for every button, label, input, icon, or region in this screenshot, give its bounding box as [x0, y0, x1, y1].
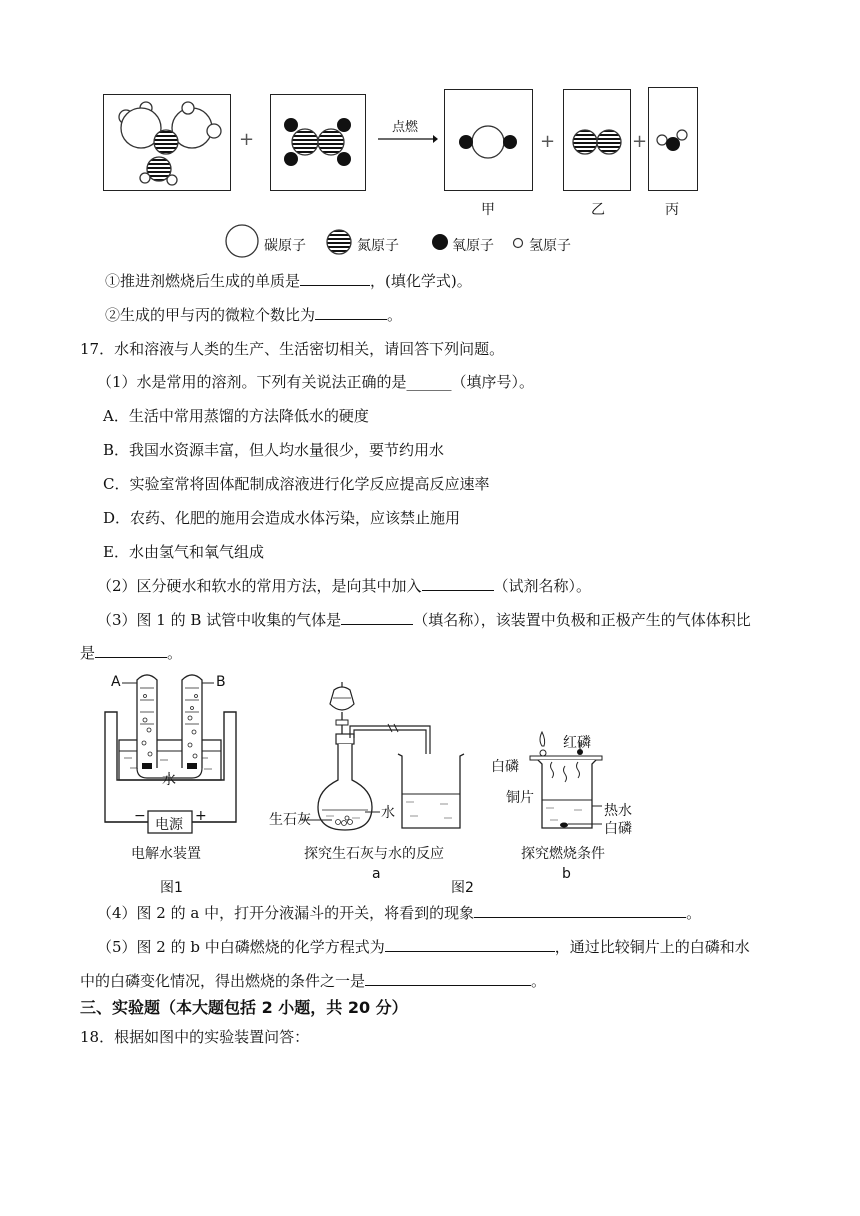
q17-part5-end: 。 [531, 972, 547, 990]
q17-part1: （1）水是常用的溶剂。下列有关说法正确的是______（填序号）。 [97, 373, 535, 391]
legend-hydrogen: 氢原子 [529, 238, 571, 254]
fig2b-caption: 探究燃烧条件 [521, 846, 605, 862]
fig2a-lime-label: 生石灰 [269, 812, 311, 828]
q17-part4-prefix: （4）图 2 的 a 中，打开分液漏斗的开关，将看到的现象 [97, 904, 475, 922]
product-label-bing: 丙 [665, 202, 679, 218]
fig1-plus-label: + [195, 808, 207, 824]
fig2b-copper-label: 铜片 [506, 790, 534, 806]
q17-part3-cont-text: 是 [80, 644, 96, 662]
q17-option-b: B．我国水资源丰富，但人均水量很少，要节约用水 [103, 441, 445, 459]
section-3-heading: 三、实验题（本大题包括 2 小题，共 20 分） [80, 998, 408, 1017]
q17-part3-end: 。 [167, 644, 183, 662]
product-molecule-yi [564, 90, 630, 190]
q16-sub1 [105, 271, 472, 291]
q18-stem: 18．根据如图中的实验装置问答： [80, 1028, 310, 1046]
fig1-minus-label: − [134, 808, 146, 824]
fig2b-white-p-bottom-label: 白磷 [604, 821, 632, 837]
q17-stem: 17．水和溶液与人类的生产、生活密切相关，请回答下列问题。 [80, 340, 505, 358]
q17-part2 [97, 576, 591, 596]
q16-sub2 [105, 305, 402, 325]
q17-part5-prefix: （5）图 2 的 b 中白磷燃烧的化学方程式为 [97, 938, 385, 956]
q17-part5-cont-text: 中的白磷变化情况，得出燃烧的条件之一是 [80, 972, 366, 990]
product-molecule-jia [445, 90, 532, 190]
oxygen-atom-icon [432, 234, 452, 254]
fig2b-sub-label: b [562, 866, 571, 882]
product-box-yi [563, 89, 631, 191]
q17-part4-suffix: 。 [686, 904, 702, 922]
fig2-number: 图2 [451, 880, 474, 896]
q17-part3-cont [80, 643, 182, 663]
answer-blank-7 [385, 937, 555, 952]
product-molecule-bing [649, 88, 697, 190]
q17-part3 [97, 610, 751, 630]
legend-nitrogen: 氮原子 [357, 238, 399, 254]
fig1-number: 图1 [160, 880, 183, 896]
answer-blank-3 [422, 576, 494, 591]
electrolysis-apparatus [100, 668, 250, 818]
reactant-box-2 [270, 94, 366, 191]
q17-part3-suffix: （填名称），该装置中负极和正极产生的气体体积比 [413, 611, 751, 629]
reactant-box-1 [103, 94, 231, 191]
q17-option-c: C．实验室常将固体配制成溶液进行化学反应提高反应速率 [103, 475, 490, 493]
legend-carbon: 碳原子 [264, 238, 306, 254]
q17-option-e: E．水由氢气和氧气组成 [103, 543, 264, 561]
fig2a-water-label: 水 [381, 805, 395, 821]
answer-blank-6 [474, 903, 686, 918]
reactant-molecule-2 [271, 95, 365, 190]
arrow-label: 点燃 [392, 120, 419, 135]
hydrogen-atom-icon [513, 238, 527, 252]
plus-sign-2: + [540, 131, 556, 152]
fig1-power-label: 电源 [155, 817, 183, 833]
plus-sign-1: + [239, 129, 255, 150]
q17-part5-suffix: ，通过比较铜片上的白磷和水 [554, 938, 750, 956]
fig1-label-b: B [216, 674, 226, 690]
q16-sub2-suffix: 。 [387, 306, 403, 324]
answer-blank-1 [300, 271, 370, 286]
plus-sign-3: + [632, 131, 648, 152]
q17-part3-prefix: （3）图 1 的 B 试管中收集的气体是 [97, 611, 342, 629]
q17-option-a: A．生活中常用蒸馏的方法降低水的硬度 [103, 407, 369, 425]
q17-part4 [97, 903, 701, 923]
legend-oxygen: 氧原子 [452, 238, 494, 254]
fig1-caption: 电解水装置 [131, 846, 201, 862]
q16-sub1-suffix: ，(填化学式)。 [370, 272, 472, 290]
reactant-molecule-1 [104, 95, 230, 190]
product-box-bing [648, 87, 698, 191]
q17-part5-cont [80, 971, 546, 991]
fig2b-hot-water-label: 热水 [604, 803, 632, 819]
nitrogen-atom-icon [327, 230, 357, 260]
q17-part2-prefix: （2）区分硬水和软水的常用方法，是向其中加入 [97, 577, 422, 595]
product-box-jia [444, 89, 533, 191]
product-label-jia: 甲 [481, 202, 495, 218]
q16-sub1-prefix: ①推进剂燃烧后生成的单质是 [105, 272, 301, 290]
fig2b-red-p-label: 红磷 [563, 735, 591, 751]
answer-blank-2 [315, 305, 387, 320]
fig1-water-label: 水 [162, 772, 176, 788]
answer-blank-4 [341, 610, 413, 625]
fig1-label-a: A [111, 674, 121, 690]
fig2a-caption: 探究生石灰与水的反应 [304, 846, 444, 862]
q16-sub2-prefix: ②生成的甲与丙的微粒个数比为 [105, 306, 316, 324]
reaction-arrow-icon [378, 133, 438, 145]
quicklime-apparatus [300, 682, 490, 832]
carbon-atom-icon [225, 224, 265, 264]
product-label-yi: 乙 [591, 202, 605, 218]
q17-part5 [97, 937, 750, 957]
answer-blank-8 [365, 971, 531, 986]
q17-part2-suffix: （试剂名称）。 [493, 577, 592, 595]
q17-option-d: D．农药、化肥的施用会造成水体污染，应该禁止施用 [103, 509, 461, 527]
fig2a-sub-label: a [372, 866, 381, 882]
answer-blank-5 [95, 643, 167, 658]
fig2b-white-p-top-label: 白磷 [491, 759, 519, 775]
